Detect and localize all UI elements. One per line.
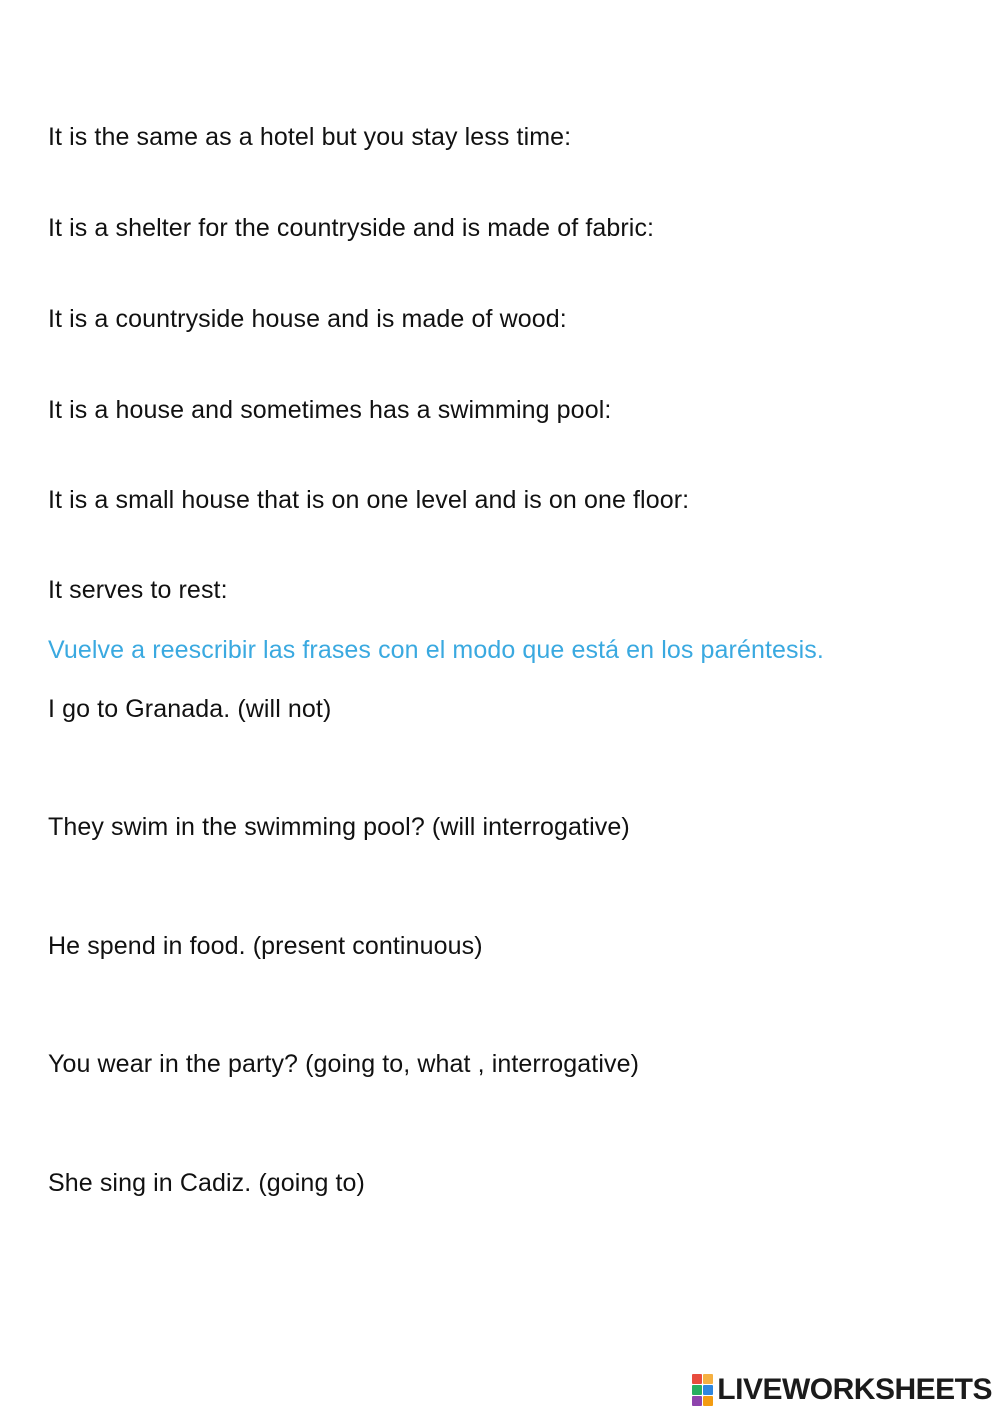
- liveworksheets-logo: [692, 1373, 992, 1407]
- definition-line-3: It is a countryside house and is made of wood:: [48, 305, 567, 333]
- logo-mark-tile: [703, 1374, 713, 1384]
- logo-mark-tile: [692, 1374, 702, 1384]
- rewrite-sentence-1: I go to Granada. (will not): [48, 695, 332, 723]
- definition-line-1: It is the same as a hotel but you stay less time:: [48, 123, 572, 151]
- liveworksheets-logo-icon: [692, 1374, 713, 1406]
- definition-line-5: It is a small house that is on one level and is on one floor:: [48, 486, 690, 514]
- logo-mark-tile: [703, 1385, 713, 1395]
- rewrite-sentence-3: He spend in food. (present continuous): [48, 932, 483, 960]
- logo-mark-tile: [692, 1396, 702, 1406]
- definition-line-2: It is a shelter for the countryside and is made of fabric:: [48, 214, 655, 242]
- definition-line-4: It is a house and sometimes has a swimming pool:: [48, 396, 612, 424]
- instruction-text: Vuelve a reescribir las frases con el modo que está en los paréntesis.: [48, 636, 824, 664]
- definition-line-6: It serves to rest:: [48, 576, 228, 604]
- liveworksheets-logo-text: LIVEWORKSHEETS: [717, 1373, 992, 1406]
- logo-mark-tile: [703, 1396, 713, 1406]
- rewrite-sentence-5: She sing in Cadiz. (going to): [48, 1169, 365, 1197]
- rewrite-sentence-4: You wear in the party? (going to, what , interrogative): [48, 1050, 640, 1078]
- rewrite-sentence-2: They swim in the swimming pool? (will interrogative): [48, 813, 630, 841]
- logo-mark-tile: [692, 1385, 702, 1395]
